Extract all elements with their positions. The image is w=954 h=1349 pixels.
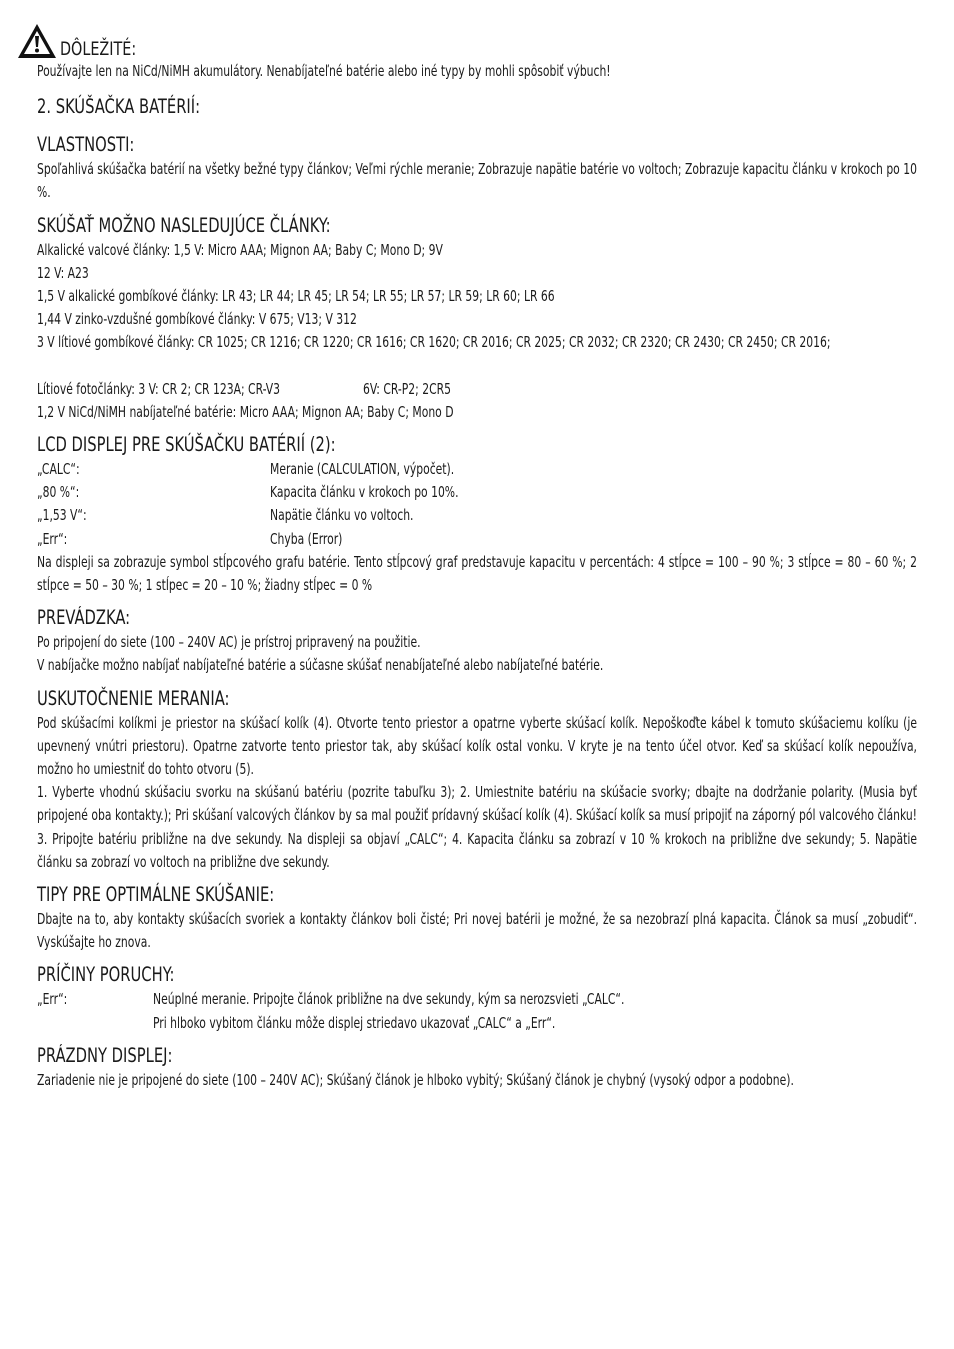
prazdny-text: Zariadenie nie je pripojené do siete (100 – 240V AC); Skúšaný článok je hlboko vybitý; Skúšaný článok je chybný (vysoký odpor a podobne). <box>37 1070 794 1089</box>
warning-header <box>16 22 917 60</box>
clanky-heading: SKÚŠAŤ MOŽNO NASLEDUJÚCE ČLÁNKY: <box>37 213 331 237</box>
clanky-litiove: 3 V lítiové gombíkové články: CR 1025; CR 1216; CR 1220; CR 1616; CR 1620; CR 2016; CR 2025; CR 2032; CR 2320; CR 2430; CR 2450; CR 2016; <box>37 333 831 352</box>
prevadzka-line-1: Po pripojení do siete (100 – 240V AC) je prístroj pripravený na použitie. <box>37 633 421 652</box>
clanky-foto: Lítiové fotočlánky: 3 V: CR 2; CR 123A; CR-V3 6V: CR-P2; 2CR5 <box>37 379 452 398</box>
tipy-text: Dbajte na to, aby kontakty skúšacích svoriek a kontakty článkov boli čisté; Pri novej batérii je možné, že sa nezobrazí plná kapacita. Článok sa musí „zobudiť“. Vyskúšajte ho znova. <box>37 910 917 952</box>
warning-title: DÔLEŽITÉ: <box>60 38 137 60</box>
lcd-row: „Err“: Chyba (Error) <box>37 529 343 548</box>
clanky-line-1: Alkalické valcové články: 1,5 V: Micro AAA; Mignon AA; Baby C; Mono D; 9V <box>37 240 443 259</box>
prevadzka-line-2: V nabíjačke možno nabíjať nabíjateľné batérie a súčasne skúšať nenabíjateľné alebo nabíjateľné batérie. <box>37 656 604 675</box>
clanky-nicd: 1,2 V NiCd/NiMH nabíjateľné batérie: Micro AAA; Mignon AA; Baby C; Mono D <box>37 402 454 421</box>
lcd-text: Na displeji sa zobrazuje symbol stĺpcového grafu batérie. Tento stĺpcový graf predstavuje kapacitu v percentách: 4 stĺpce = 100 – 90 %; 3 stĺpce = 80 – 60 %; 2 stĺpce = 50 – 30 %; 1 stĺpec = 20 – 10 %; žiadny stĺpec = 0 % <box>37 552 917 595</box>
poruchy-row: Pri hlboko vybitom článku môže displej striedavo ukazovať „CALC“ a „Err“. <box>153 1013 556 1032</box>
prevadzka-heading: PREVÁDZKA: <box>37 606 131 630</box>
lcd-heading: LCD DISPLEJ PRE SKÚŠAČKU BATÉRIÍ (2): <box>37 433 336 457</box>
clanky-line-3: 1,5 V alkalické gombíkové články: LR 43; LR 44; LR 45; LR 54; LR 55; LR 57; LR 59; LR 60; LR 66 <box>37 286 555 305</box>
poruchy-heading: PRÍČINY PORUCHY: <box>37 963 175 987</box>
section-title: 2. SKÚŠAČKA BATÉRIÍ: <box>37 95 201 119</box>
merania-p1: Pod skúšacími kolíkmi je priestor na skúšací kolík (4). Otvorte tento priestor a opatrne vyberte skúšací kolík. Nepoškoďte kábel k tomuto skúšaciemu kolíku (je upevnený vnútri priestoru). Opatrne zatvorte tento priestor tak, aby skúšací kolík ostal vonku. V kryte je na tento účel otvor. Keď sa skúšací kolík nepoužíva, možno ho umiestniť do tohto otvoru (5). <box>37 713 917 779</box>
document-page <box>37 22 917 1092</box>
poruchy-row: „Err“: Neúplné meranie. Pripojte článok približne na dve sekundy, kým sa nerozsvieti „CALC“. <box>37 990 625 1009</box>
lcd-row: „1,53 V“: Napätie článku vo voltoch. <box>37 506 414 525</box>
tipy-heading: TIPY PRE OPTIMÁLNE SKÚŠANIE: <box>37 883 275 906</box>
merania-heading: USKUTOČNENIE MERANIA: <box>37 686 230 710</box>
lcd-row: „80 %“: Kapacita článku v krokoch po 10%. <box>37 483 459 502</box>
warning-triangle-icon <box>16 22 58 60</box>
vlastnosti-heading: VLASTNOSTI: <box>37 133 135 157</box>
lcd-row: „CALC“: Meranie (CALCULATION, výpočet). <box>37 460 455 479</box>
clanky-line-2: 12 V: A23 <box>37 263 89 282</box>
clanky-line-4: 1,44 V zinko-vzdušné gombíkové články: V 675; V13; V 312 <box>37 310 357 329</box>
warning-text: Používajte len na NiCd/NiMH akumulátory. Nenabíjateľné batérie alebo iné typy by mohli spôsobiť výbuch! <box>37 62 611 80</box>
prazdny-heading: PRÁZDNY DISPLEJ: <box>37 1043 173 1067</box>
merania-p2: 1. Vyberte vhodnú skúšaciu svorku na skúšanú batériu (pozrite tabuľku 3); 2. Umiestnite batériu na skúšacie svorky; dbajte na dodržanie polarity. (Musia byť pripojené oba kontakty.); Pri skúšaní valcových článkov by sa mal použiť prídavný skúšací kolík (4). Skúšací kolík sa musí pripojiť na záporný pól valcového článku! 3. Pripojte batériu približne na dve sekundy. Na displeji sa objaví „CALC“; 4. Kapacita článku sa zobrazí v 10 % krokoch na približne dve sekundy; 5. Napätie článku sa zobrazí vo voltoch na približne dve sekundy. <box>37 783 917 871</box>
vlastnosti-text: Spoľahlivá skúšačka batérií na všetky bežné typy článkov; Veľmi rýchle meranie; Zobrazuje napätie batérie vo voltoch; Zobrazuje kapacitu článku v krokoch po 10 %. <box>37 160 917 202</box>
